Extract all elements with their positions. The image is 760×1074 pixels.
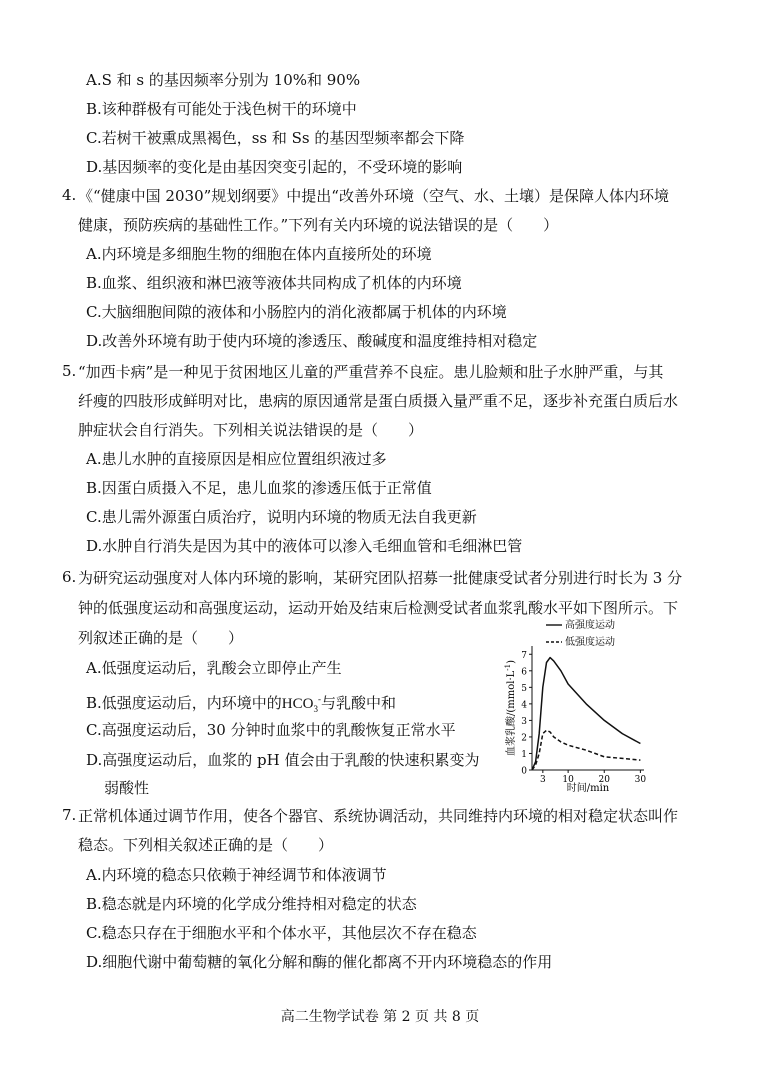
x-tick-label: 30	[634, 775, 647, 785]
q6-option-b-formula	[282, 696, 321, 712]
series-line-low-intensity	[532, 730, 640, 770]
q6-option-b-tail: 与乳酸中和	[320, 694, 396, 712]
y-tick-label: 2	[521, 733, 527, 744]
q6-option-d-cont: 弱酸性	[104, 779, 150, 797]
q7-option-b: B.稳态就是内环境的化学成分维持相对稳定的状态	[86, 895, 417, 913]
page-footer: 高二生物学试卷 第 2 页 共 8 页	[280, 1009, 480, 1025]
q6-option-a: A.低强度运动后，乳酸会立即停止产生	[86, 659, 342, 677]
y-tick-label: 6	[521, 667, 527, 678]
y-axis-label-sup: -1	[504, 663, 512, 671]
q6-option-c: C.高强度运动后，30 分钟时血浆中的乳酸恢复正常水平	[86, 721, 456, 739]
q6-stem-line-1: 为研究运动强度对人体内环境的影响，某研究团队招募一批健康受试者分别进行时长为 3 分	[78, 569, 683, 587]
q4-number: 4.	[62, 186, 77, 204]
q4-option-c: C.大脑细胞间隙的液体和小肠腔内的消化液都属于机体的内环境	[86, 303, 507, 321]
q5-stem-line-2: 纤瘦的四肢形成鲜明对比，患病的原因通常是蛋白质摄入量严重不足，逐步补充蛋白质后水	[78, 392, 679, 410]
y-axis-label	[504, 660, 517, 756]
chart-series	[532, 658, 640, 770]
y-axis-label-main: 血浆乳酸/(mmol·L	[506, 670, 517, 757]
lactate-chart-svg	[504, 616, 656, 794]
q6-option-b	[86, 689, 396, 719]
legend-label-low: 低强度运动	[565, 637, 615, 648]
y-tick-label: 1	[521, 749, 527, 760]
q4-option-d: D.改善外环境有助于使内环境的渗透压、酸碱度和温度维持相对稳定	[86, 332, 538, 350]
q3-option-b: B.该种群极有可能处于浅色树干的环境中	[86, 100, 357, 118]
q7-stem-line-2: 稳态。下列相关叙述正确的是（ ）	[78, 836, 334, 854]
x-tick-label: 20	[598, 775, 610, 785]
q5-option-d: D.水肿自行消失是因为其中的液体可以渗入毛细血管和毛细淋巴管	[86, 537, 523, 555]
q6-stem-line-3: 列叙述正确的是（ ）	[78, 629, 244, 647]
bicarbonate-superscript: -	[317, 694, 321, 704]
legend-label-high: 高强度运动	[565, 620, 615, 631]
lactate-chart	[504, 616, 656, 794]
q4-option-a: A.内环境是多细胞生物的细胞在体内直接所处的环境	[86, 245, 432, 263]
q3-option-c: C.若树干被熏成黑褐色，ss 和 Ss 的基因型频率都会下降	[86, 129, 465, 147]
bicarbonate-subscript: 3	[313, 704, 318, 714]
y-ticks	[521, 651, 532, 777]
y-tick-label: 5	[521, 683, 527, 694]
q5-stem-line-1: “加西卡病”是一种见于贫困地区儿童的严重营养不良症。患儿脸颊和肚子水肿严重，与其	[78, 363, 664, 381]
y-tick-label: 3	[521, 716, 527, 727]
q4-stem-line-2: 健康，预防疾病的基础性工作。”下列有关内环境的说法错误的是（ ）	[78, 216, 559, 234]
x-tick-label: 10	[562, 775, 574, 785]
q7-option-d: D.细胞代谢中葡萄糖的氧化分解和酶的催化都离不开内环境稳态的作用	[86, 953, 553, 971]
y-tick-label: 0	[521, 766, 527, 777]
q5-stem-line-3: 肿症状会自行消失。下列相关说法错误的是（ ）	[78, 421, 424, 439]
q5-option-a: A.患儿水肿的直接原因是相应位置组织液过多	[86, 450, 387, 468]
q6-option-b-text: B.低强度运动后，内环境中的	[86, 694, 282, 712]
q7-option-a: A.内环境的稳态只依赖于神经调节和体液调节	[86, 866, 387, 884]
q6-stem-line-2: 钟的低强度运动和高强度运动，运动开始及结束后检测受试者血浆乳酸水平如下图所示。下	[78, 599, 679, 617]
y-axis-label-close: )	[506, 659, 517, 664]
q3-option-d: D.基因频率的变化是由基因突变引起的，不受环境的影响	[86, 158, 463, 176]
series-line-high-intensity	[532, 658, 640, 770]
y-tick-label: 4	[521, 700, 527, 711]
q4-stem-line-1: 《“健康中国 2030”规划纲要》中提出“改善外环境（空气、水、土壤）是保障人体内环境	[78, 187, 669, 205]
q5-option-b: B.因蛋白质摄入不足，患儿血浆的渗透压低于正常值	[86, 479, 432, 497]
x-tick-label: 3	[539, 775, 546, 785]
q7-stem-line-1: 正常机体通过调节作用，使各个器官、系统协调活动，共同维持内环境的相对稳定状态叫作	[78, 807, 679, 825]
x-axis-label: 时间/min	[566, 783, 610, 794]
q3-option-a: A.S 和 s 的基因频率分别为 10%和 90%	[86, 71, 361, 89]
q4-option-b: B.血浆、组织液和淋巴液等液体共同构成了机体的内环境	[86, 274, 462, 292]
bicarbonate-symbol: HCO	[281, 696, 314, 712]
q6-number: 6.	[62, 568, 77, 586]
q6-option-d: D.高强度运动后，血浆的 pH 值会由于乳酸的快速积累变为	[86, 751, 480, 769]
q7-number: 7.	[62, 806, 77, 824]
q7-option-c: C.稳态只存在于细胞水平和个体水平，其他层次不存在稳态	[86, 924, 477, 942]
q5-option-c: C.患儿需外源蛋白质治疗，说明内环境的物质无法自我更新	[86, 508, 477, 526]
y-tick-label: 7	[521, 650, 527, 661]
chart-legend	[546, 618, 615, 648]
q5-number: 5.	[62, 362, 77, 380]
